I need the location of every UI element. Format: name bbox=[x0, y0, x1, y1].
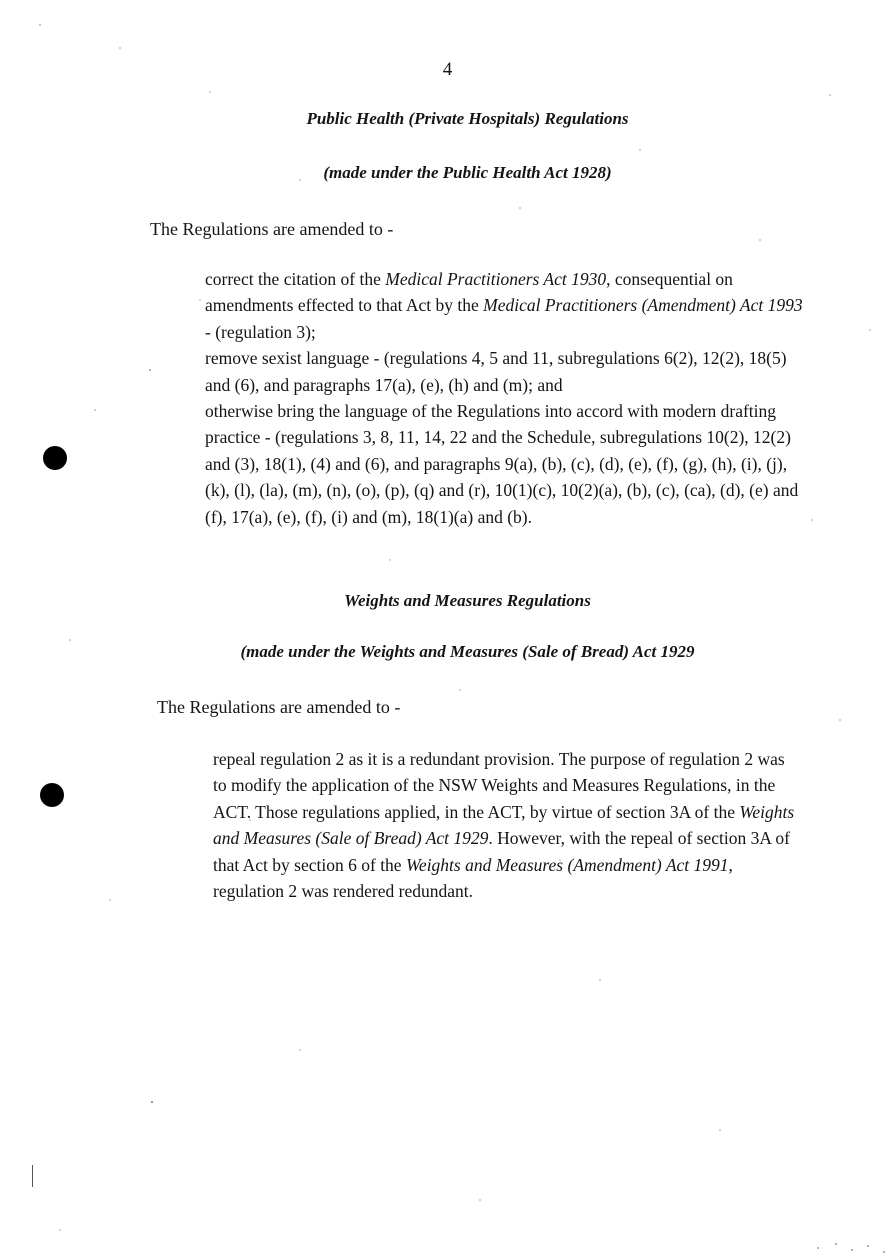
section-subtitle-public-health: (made under the Public Health Act 1928) bbox=[323, 163, 612, 182]
act-citation: Weights and Measures (Amendment) Act 1991 bbox=[405, 854, 729, 875]
list-item: correct the citation of the Medical Practitioners Act 1930, consequential on amendments effected to that Act by the Medical Practitioners (Amendment) Act 1993 - (regulation 3); bbox=[205, 269, 803, 342]
list-item: repeal regulation 2 as it is a redundant provision. The purpose of regulation 2 was to modify the application of the NSW Weights and Measures Regulations, in the ACT. Those regulations applied, in the ACT, by virtue of section 3A of the Weights and Measures (Sale of Bread) Act 1929. However, with the repeal of section 3A of that Act by section 6 of the Weights and Measures (Amendment) Act 1991, regulation 2 was rendered redundant. bbox=[213, 749, 795, 902]
intro-text-weights: The Regulations are amended to - bbox=[157, 697, 401, 717]
list-item: otherwise bring the language of the Regulations into accord with modern drafting practice - (regulations 3, 8, 11, 14, 22 and the Schedule, subregulations 10(2), 12(2) and (3), 18(1), (4) and (6), and paragraphs 9(a), (b), (c), (d), (e), (f), (g), (h), (i), (j), (k), (l), (la), (m), (n), (o), (p), (q) and (r), 10(1)(c), 10(2)(a), (b), (c), (ca), (d), (e) and (f), 17(a), (e), (f), (i) and (m), 18(1)(a) and (b). bbox=[205, 401, 799, 527]
list-item: remove sexist language - (regulations 4, 5 and 11, subregulations 6(2), 12(2), 18(5) and (6), and paragraphs 17(a), (e), (h) and (m); and bbox=[205, 348, 787, 395]
section-title-weights: Weights and Measures Regulations bbox=[344, 591, 591, 610]
amendment-list-weights bbox=[213, 746, 801, 904]
page-number: 4 bbox=[442, 59, 453, 80]
intro-text-public-health: The Regulations are amended to - bbox=[150, 219, 394, 239]
margin-mark bbox=[32, 1165, 33, 1187]
bullet-dot bbox=[43, 446, 67, 470]
amendment-list-public-health bbox=[205, 266, 805, 530]
bullet-dot bbox=[40, 783, 64, 807]
act-citation: Medical Practitioners Act 1930 bbox=[385, 269, 607, 289]
act-citation: Medical Practitioners (Amendment) Act 1993 bbox=[483, 295, 803, 316]
act-citation: Weights and Measures (Sale of Bread) Act 1929 bbox=[213, 801, 795, 849]
section-title-public-health: Public Health (Private Hospitals) Regulations bbox=[306, 109, 629, 128]
section-subtitle-weights: (made under the Weights and Measures (Sale of Bread) Act 1929 bbox=[240, 642, 695, 661]
